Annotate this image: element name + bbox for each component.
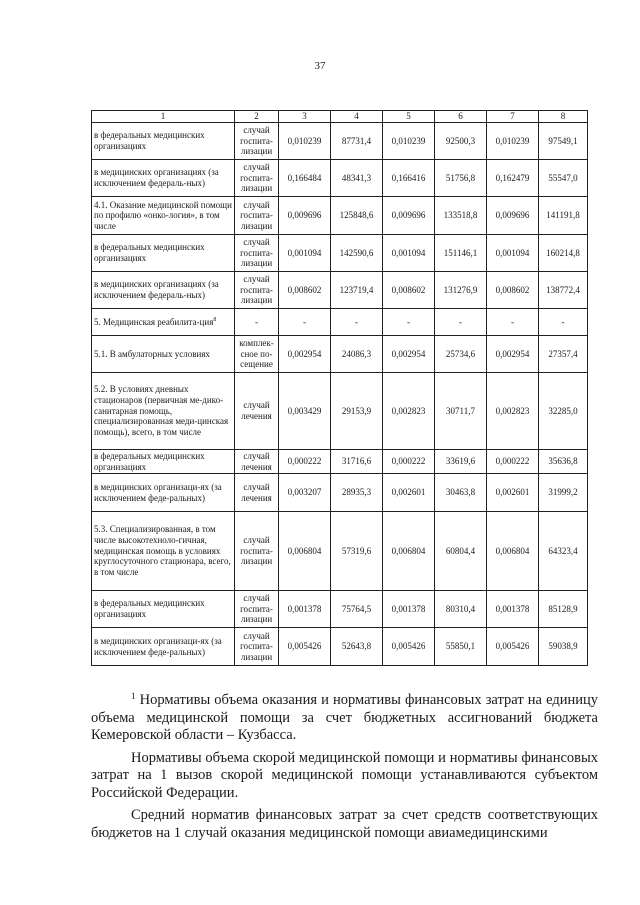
value-cell-c7: 0,001094	[487, 235, 539, 272]
footnote-paragraph	[91, 688, 598, 745]
value-cell-c8: 55547,0	[539, 160, 588, 197]
table-row	[92, 512, 588, 591]
table-row	[92, 373, 588, 450]
value-cell-c8: 85128,9	[539, 591, 588, 628]
row-label: 5.3. Специализированная, в том числе высокотехноло-гичная, медицинская помощь в условиях круглосуточного стационара, всего, в том числе	[92, 512, 235, 591]
footnote-paragraph	[91, 750, 598, 803]
row-label: в федеральных медицинских организациях	[92, 235, 235, 272]
column-header: 2	[235, 111, 279, 123]
value-cell-c6: 25734,6	[435, 336, 487, 373]
value-cell-c6: 30711,7	[435, 373, 487, 450]
row-label: 4.1. Оказание медицинской помощи по профилю «онко-логия», в том числе	[92, 197, 235, 235]
value-cell-c4: -	[331, 309, 383, 336]
value-cell-c6: 80310,4	[435, 591, 487, 628]
norms-table	[91, 110, 588, 666]
value-cell-c4: 29153,9	[331, 373, 383, 450]
row-unit: случай лечения	[235, 474, 279, 512]
footnote-text: Нормативы объема оказания и нормативы финансовых затрат на единицу объема медицинской помощи за счет бюджетных ассигнований бюджета Кемеровской области – Кузбасса.	[91, 692, 598, 743]
row-unit: случай лечения	[235, 450, 279, 474]
row-unit: -	[235, 309, 279, 336]
value-cell-c3: 0,003429	[279, 373, 331, 450]
value-cell-c3: 0,001378	[279, 591, 331, 628]
value-cell-c8: 160214,8	[539, 235, 588, 272]
value-cell-c3: 0,166484	[279, 160, 331, 197]
value-cell-c7: 0,005426	[487, 628, 539, 666]
value-cell-c4: 87731,4	[331, 123, 383, 160]
footnote-number: 1	[131, 691, 136, 701]
row-label: 5.1. В амбулаторных условиях	[92, 336, 235, 373]
value-cell-c6: 133518,8	[435, 197, 487, 235]
table-row	[92, 474, 588, 512]
value-cell-c7: 0,000222	[487, 450, 539, 474]
value-cell-c8: 31999,2	[539, 474, 588, 512]
value-cell-c6: -	[435, 309, 487, 336]
value-cell-c5: 0,010239	[383, 123, 435, 160]
row-unit: случай госпита-лизации	[235, 272, 279, 309]
footnotes	[91, 688, 598, 847]
table-row	[92, 123, 588, 160]
value-cell-c8: 35636,8	[539, 450, 588, 474]
value-cell-c5: 0,006804	[383, 512, 435, 591]
footnote-marker: 8	[213, 316, 217, 323]
value-cell-c8: -	[539, 309, 588, 336]
value-cell-c5: 0,009696	[383, 197, 435, 235]
value-cell-c3: 0,009696	[279, 197, 331, 235]
column-header: 6	[435, 111, 487, 123]
value-cell-c5: 0,001378	[383, 591, 435, 628]
value-cell-c8: 32285,0	[539, 373, 588, 450]
value-cell-c4: 31716,6	[331, 450, 383, 474]
value-cell-c3: 0,002954	[279, 336, 331, 373]
value-cell-c6: 51756,8	[435, 160, 487, 197]
value-cell-c5: 0,005426	[383, 628, 435, 666]
table-row	[92, 336, 588, 373]
value-cell-c6: 55850,1	[435, 628, 487, 666]
value-cell-c5: 0,008602	[383, 272, 435, 309]
row-label: в федеральных медицинских организациях	[92, 591, 235, 628]
row-unit: случай госпита-лизации	[235, 197, 279, 235]
table-row	[92, 235, 588, 272]
value-cell-c4: 123719,4	[331, 272, 383, 309]
value-cell-c7: 0,162479	[487, 160, 539, 197]
value-cell-c7: 0,002601	[487, 474, 539, 512]
row-unit: комплек-сное по-сещение	[235, 336, 279, 373]
value-cell-c6: 60804,4	[435, 512, 487, 591]
value-cell-c6: 131276,9	[435, 272, 487, 309]
value-cell-c6: 151146,1	[435, 235, 487, 272]
footnote-text: Нормативы объема скорой медицинской помощи и нормативы финансовых затрат на 1 вызов скорой медицинской помощи устанавливаются субъектом Российской Федерации.	[91, 749, 598, 801]
value-cell-c6: 33619,6	[435, 450, 487, 474]
table-row	[92, 197, 588, 235]
value-cell-c7: 0,002823	[487, 373, 539, 450]
row-unit: случай госпита-лизации	[235, 123, 279, 160]
value-cell-c7: 0,001378	[487, 591, 539, 628]
value-cell-c8: 138772,4	[539, 272, 588, 309]
value-cell-c7: 0,009696	[487, 197, 539, 235]
value-cell-c5: 0,001094	[383, 235, 435, 272]
value-cell-c8: 27357,4	[539, 336, 588, 373]
column-header: 7	[487, 111, 539, 123]
value-cell-c7: 0,010239	[487, 123, 539, 160]
value-cell-c8: 64323,4	[539, 512, 588, 591]
value-cell-c3: 0,001094	[279, 235, 331, 272]
value-cell-c6: 92500,3	[435, 123, 487, 160]
value-cell-c7: -	[487, 309, 539, 336]
value-cell-c7: 0,006804	[487, 512, 539, 591]
row-label: в федеральных медицинских организациях	[92, 123, 235, 160]
table-body	[92, 123, 588, 666]
value-cell-c4: 75764,5	[331, 591, 383, 628]
value-cell-c4: 48341,3	[331, 160, 383, 197]
value-cell-c5: 0,166416	[383, 160, 435, 197]
value-cell-c4: 125848,6	[331, 197, 383, 235]
table-row	[92, 272, 588, 309]
row-label: в медицинских организаци-ях (за исключением феде-ральных)	[92, 474, 235, 512]
column-header: 8	[539, 111, 588, 123]
value-cell-c3: 0,006804	[279, 512, 331, 591]
value-cell-c5: 0,002823	[383, 373, 435, 450]
value-cell-c5: -	[383, 309, 435, 336]
value-cell-c8: 141191,8	[539, 197, 588, 235]
row-unit: случай госпита-лизации	[235, 235, 279, 272]
footnote-text: Средний норматив финансовых затрат за счет средств соответствующих бюджетов на 1 случай оказания медицинской помощи авиамедицинскими	[91, 807, 598, 841]
page-number: 37	[314, 60, 326, 72]
value-cell-c8: 97549,1	[539, 123, 588, 160]
column-header: 5	[383, 111, 435, 123]
row-label: в медицинских организаци-ях (за исключением феде-ральных)	[92, 628, 235, 666]
row-label: 5.2. В условиях дневных стационаров (первичная ме-дико-санитарная помощь, специализированная меди-цинская помощь), всего, в том числе	[92, 373, 235, 450]
column-header: 3	[279, 111, 331, 123]
table-row	[92, 450, 588, 474]
table-row	[92, 591, 588, 628]
row-unit: случай госпита-лизации	[235, 512, 279, 591]
value-cell-c4: 52643,8	[331, 628, 383, 666]
value-cell-c3: 0,010239	[279, 123, 331, 160]
footnote-paragraph	[91, 807, 598, 842]
row-label: в медицинских организациях (за исключением федераль-ных)	[92, 272, 235, 309]
row-label: 5. Медицинская реабилита-ция$^8$	[92, 309, 235, 336]
value-cell-c4: 142590,6	[331, 235, 383, 272]
value-cell-c3: 0,008602	[279, 272, 331, 309]
value-cell-c3: 0,000222	[279, 450, 331, 474]
value-cell-c6: 30463,8	[435, 474, 487, 512]
table-header-row	[92, 111, 588, 123]
row-unit: случай госпита-лизации	[235, 628, 279, 666]
value-cell-c3: 0,003207	[279, 474, 331, 512]
row-label: в федеральных медицинских организациях	[92, 450, 235, 474]
row-unit: случай лечения	[235, 373, 279, 450]
value-cell-c5: 0,000222	[383, 450, 435, 474]
value-cell-c4: 24086,3	[331, 336, 383, 373]
value-cell-c7: 0,008602	[487, 272, 539, 309]
table-row	[92, 309, 588, 336]
value-cell-c5: 0,002954	[383, 336, 435, 373]
value-cell-c5: 0,002601	[383, 474, 435, 512]
table-row	[92, 628, 588, 666]
column-header: 4	[331, 111, 383, 123]
value-cell-c4: 28935,3	[331, 474, 383, 512]
value-cell-c4: 57319,6	[331, 512, 383, 591]
table-row	[92, 160, 588, 197]
row-label: в медицинских организациях (за исключением федераль-ных)	[92, 160, 235, 197]
value-cell-c8: 59038,9	[539, 628, 588, 666]
value-cell-c3: 0,005426	[279, 628, 331, 666]
value-cell-c3: -	[279, 309, 331, 336]
row-unit: случай госпита-лизации	[235, 160, 279, 197]
value-cell-c7: 0,002954	[487, 336, 539, 373]
row-unit: случай госпита-лизации	[235, 591, 279, 628]
column-header: 1	[92, 111, 235, 123]
